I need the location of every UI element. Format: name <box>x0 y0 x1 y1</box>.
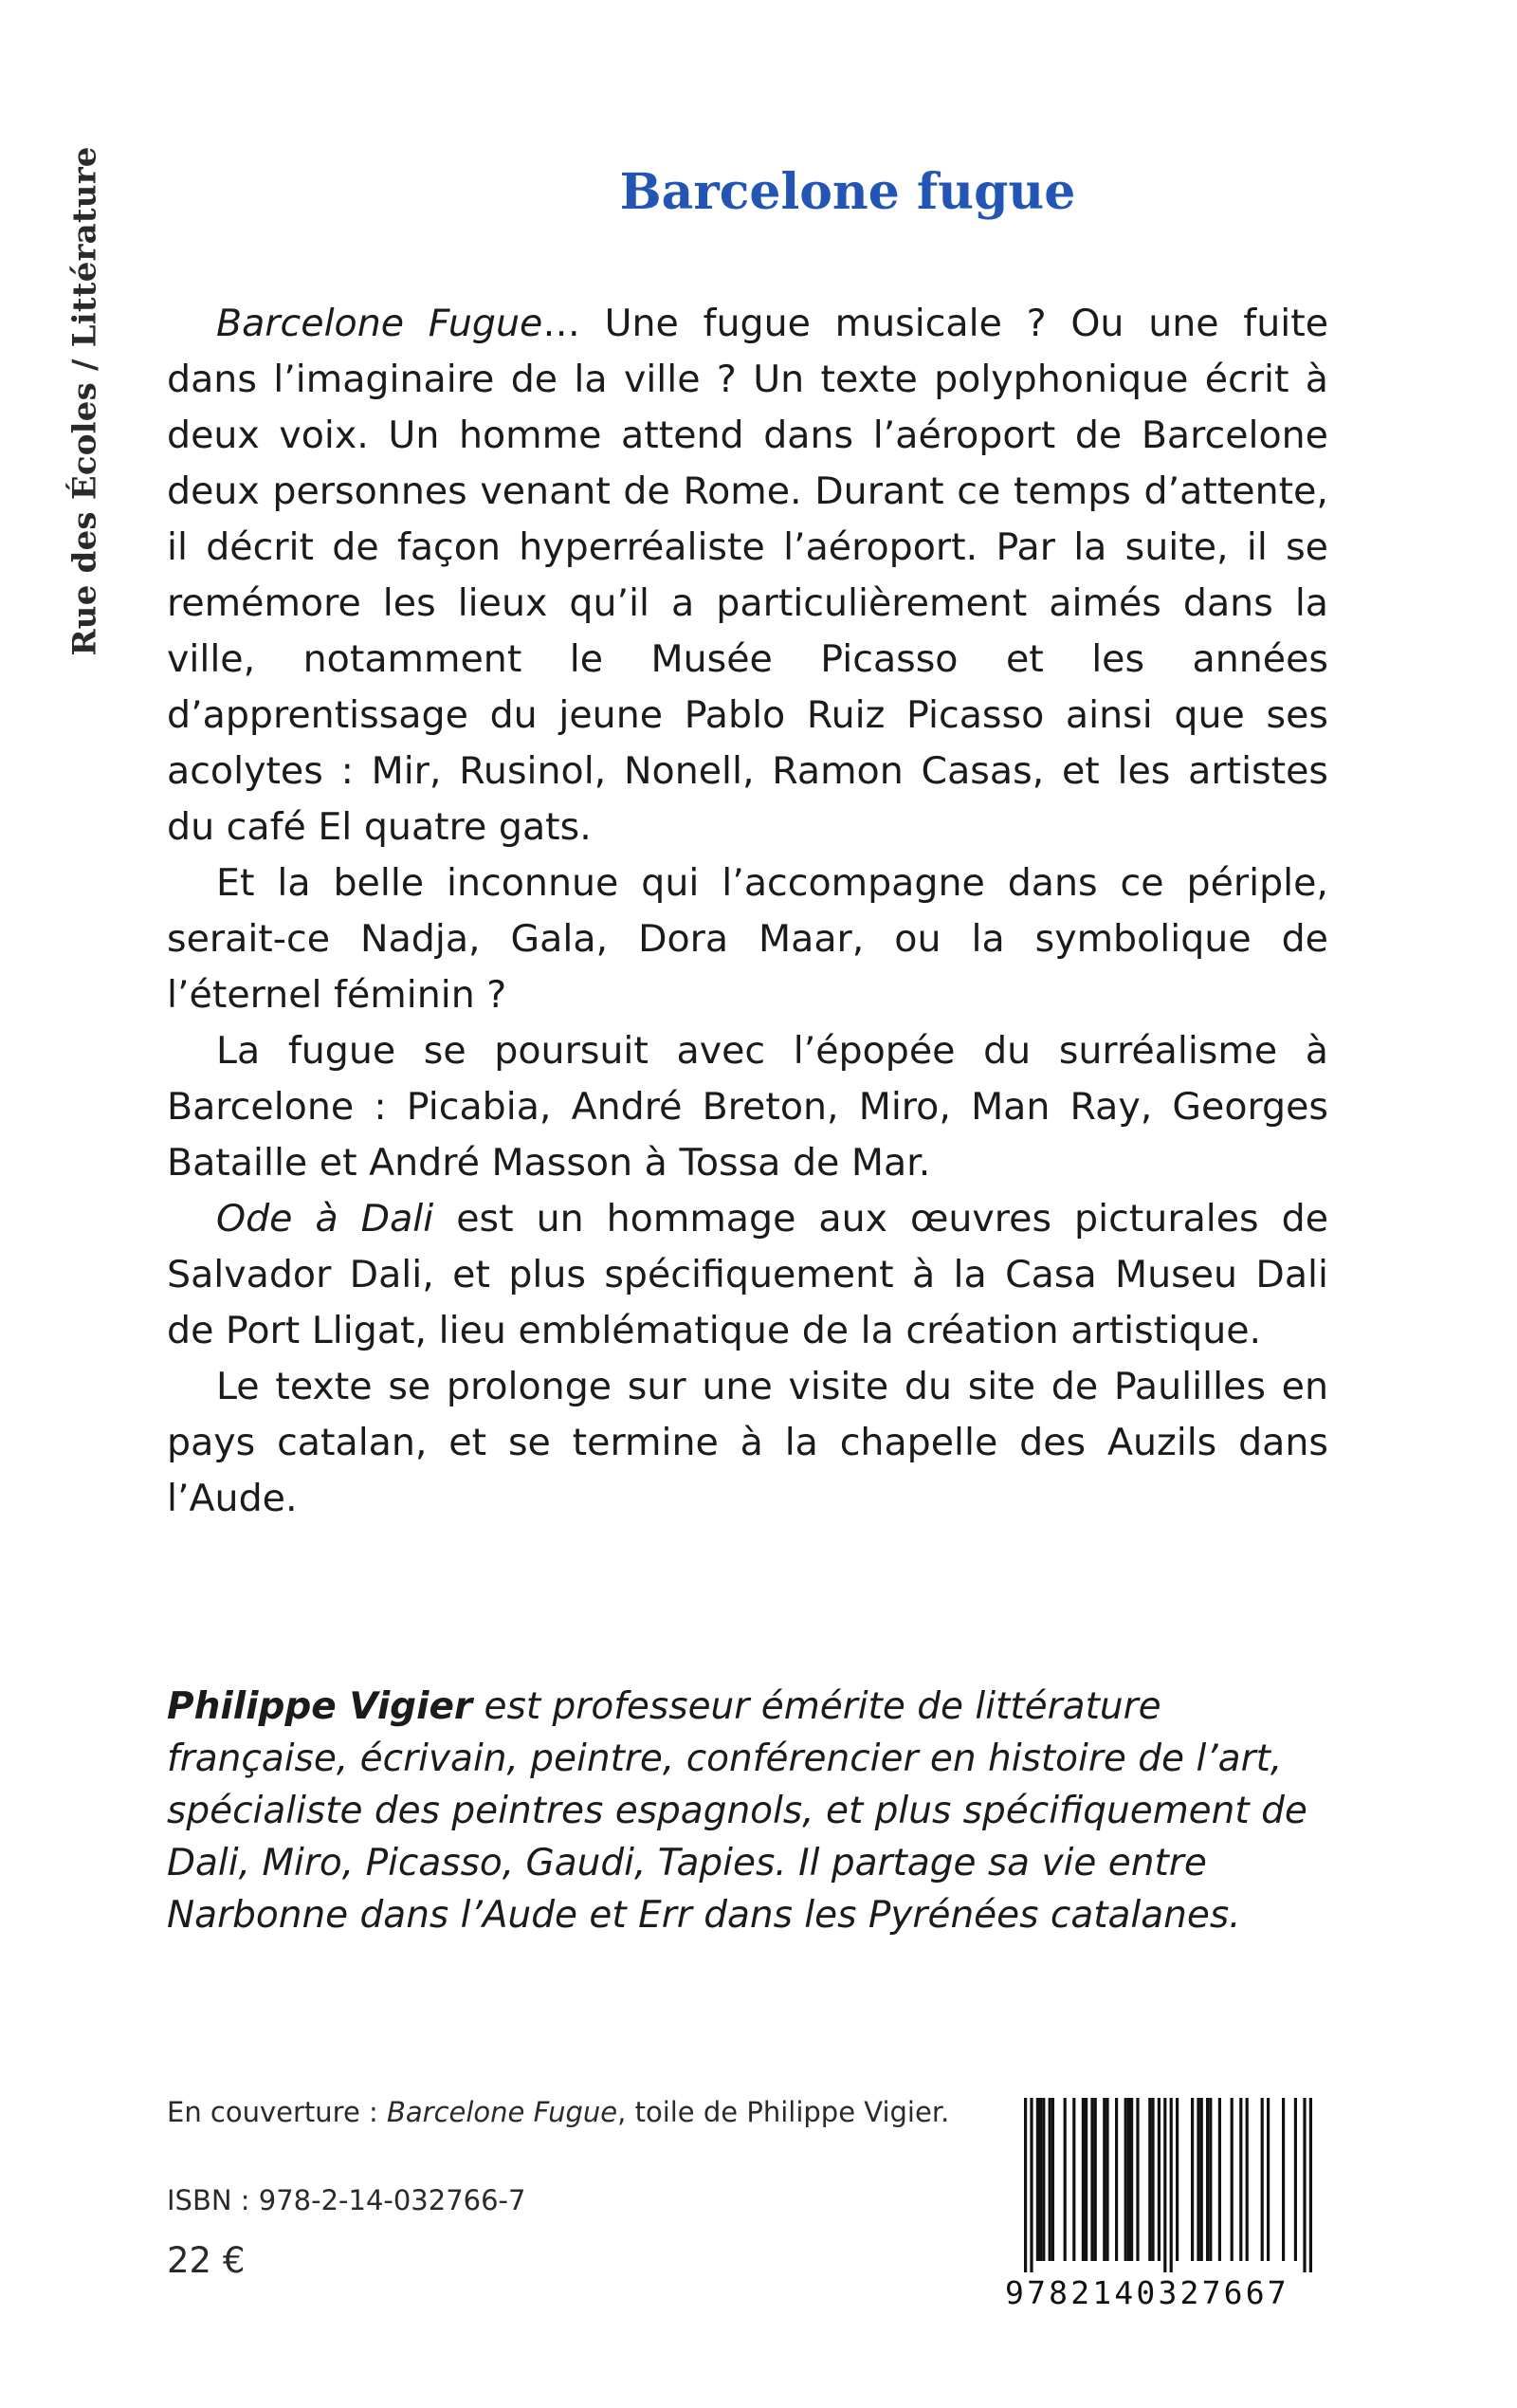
barcode-bar <box>1030 2098 1033 2272</box>
barcode-bar <box>1115 2098 1118 2261</box>
barcode-bar <box>1191 2098 1194 2261</box>
blurb-paragraph-3: La fugue se poursuit avec l’épopée du surréalisme à Barcelone : Picabia, André Breton, Miro, Man Ray, Georges Bataille et André Masson à Tossa de Mar. <box>167 1029 1328 1185</box>
barcode-bar <box>1094 2098 1097 2261</box>
barcode-bars <box>1005 2096 1337 2272</box>
barcode-bar <box>1197 2098 1199 2261</box>
barcode-bar <box>1049 2098 1051 2261</box>
barcode-bar <box>1042 2098 1045 2261</box>
barcode-bar <box>1090 2098 1093 2261</box>
barcode-bar <box>1103 2098 1106 2261</box>
barcode-digits: 9782140327667 <box>1005 2274 1289 2311</box>
barcode-bar <box>1106 2098 1108 2261</box>
barcode-bar <box>1148 2098 1151 2261</box>
barcode-bar <box>1072 2098 1075 2261</box>
barcode-bar <box>1163 2098 1166 2272</box>
barcode-bar <box>1036 2098 1039 2261</box>
barcode-bar <box>1024 2098 1027 2272</box>
barcode-bar <box>1294 2098 1297 2261</box>
barcode-bar <box>1051 2098 1054 2261</box>
isbn: ISBN : 978-2-14-032766-7 <box>167 2184 526 2216</box>
author-name: Philippe Vigier <box>167 1685 473 1728</box>
barcode-bar <box>1130 2098 1133 2261</box>
author-bio <box>167 1681 1328 1941</box>
author-bio-text: est professeur émérite de littérature française, écrivain, peintre, conférencier en histoire de l’art, spécialiste des peintres espagnols, et plus spécifiquement de Dali, Miro, Picasso, Gaudi, Tapies. Il partage sa vie entre Narbonne dans l’Aude et Err dans les Pyrénées catalanes. <box>167 1685 1307 1937</box>
barcode-bar <box>1082 2098 1085 2261</box>
blurb-paragraph-1 <box>167 296 1328 855</box>
barcode-bar <box>1267 2098 1270 2261</box>
spine-text: Rue des Écoles / Littérature <box>66 146 105 656</box>
barcode-bar <box>1151 2098 1154 2261</box>
barcode-bar <box>1231 2098 1234 2261</box>
barcode-bar <box>1303 2098 1306 2272</box>
cover-credit-prefix: En couverture : <box>167 2096 387 2128</box>
barcode-bar <box>1209 2098 1212 2261</box>
barcode-bar <box>1039 2098 1042 2261</box>
cover-credit-suffix: , toile de Philippe Vigier. <box>617 2096 950 2128</box>
cover-credit <box>167 2096 949 2128</box>
barcode-bar <box>1085 2098 1087 2261</box>
blurb-text-1: … Une fugue musicale ? Ou une fuite dans l’imaginaire de la ville ? Un texte polyphonique écrit à deux voix. Un homme attend dans l’aéroport de Barcelone deux personnes venant de Rome. Durant ce temps d’attente, il décrit de façon hyperréaliste l’aéroport. Par la suite, il se remémore les lieux qu’il a particulièrement aimés dans la ville, notamment le Musée Picasso et les années d’apprentissage du jeune Pablo Ruiz Picasso ainsi que ses acolytes : Mir, Rusinol, Nonell, Ramon Casas, et les artistes du café El quatre gats. <box>167 302 1328 849</box>
cover-credit-work: Barcelone Fugue <box>387 2096 618 2128</box>
price: 22 € <box>167 2240 246 2281</box>
barcode-bar <box>1206 2098 1209 2261</box>
blurb-paragraph-4 <box>167 1191 1328 1359</box>
barcode-bar <box>1127 2098 1130 2261</box>
barcode-bar <box>1282 2098 1285 2261</box>
barcode-bar <box>1170 2098 1173 2272</box>
barcode-bar <box>1176 2098 1179 2261</box>
blurb-italic-ode: Ode à Dali <box>216 1197 434 1241</box>
barcode-bar <box>1261 2098 1264 2261</box>
barcode-bar <box>1064 2098 1067 2261</box>
barcode-bar <box>1246 2098 1249 2261</box>
blurb-text-4: est un hommage aux œuvres picturales de Salvador Dali, et plus spécifiquement à la Casa Museu Dali de Port Lligat, lieu emblématique de la création artistique. <box>167 1197 1329 1352</box>
barcode-bar <box>1309 2098 1312 2272</box>
barcode-bar <box>1124 2098 1127 2261</box>
barcode-bar <box>1136 2098 1139 2261</box>
barcode-bar <box>1218 2098 1221 2261</box>
book-title: Barcelone fugue <box>619 163 1076 221</box>
barcode-bar <box>1200 2098 1203 2261</box>
blurb-italic-title: Barcelone Fugue <box>216 302 543 345</box>
barcode-bar <box>1239 2098 1242 2261</box>
blurb-paragraph-2: Et la belle inconnue qui l’accompagne dans ce périple, serait-ce Nadja, Gala, Dora Maar, ou la symbolique de l’éternel féminin ? <box>167 861 1328 1017</box>
barcode-bar <box>1158 2098 1161 2261</box>
barcode <box>1005 2096 1337 2314</box>
blurb-paragraph-5: Le texte se prolonge sur une visite du site de Paulilles en pays catalan, et se termine à la chapelle des Auzils dans l’Aude. <box>167 1365 1328 1520</box>
blurb <box>167 296 1328 1527</box>
